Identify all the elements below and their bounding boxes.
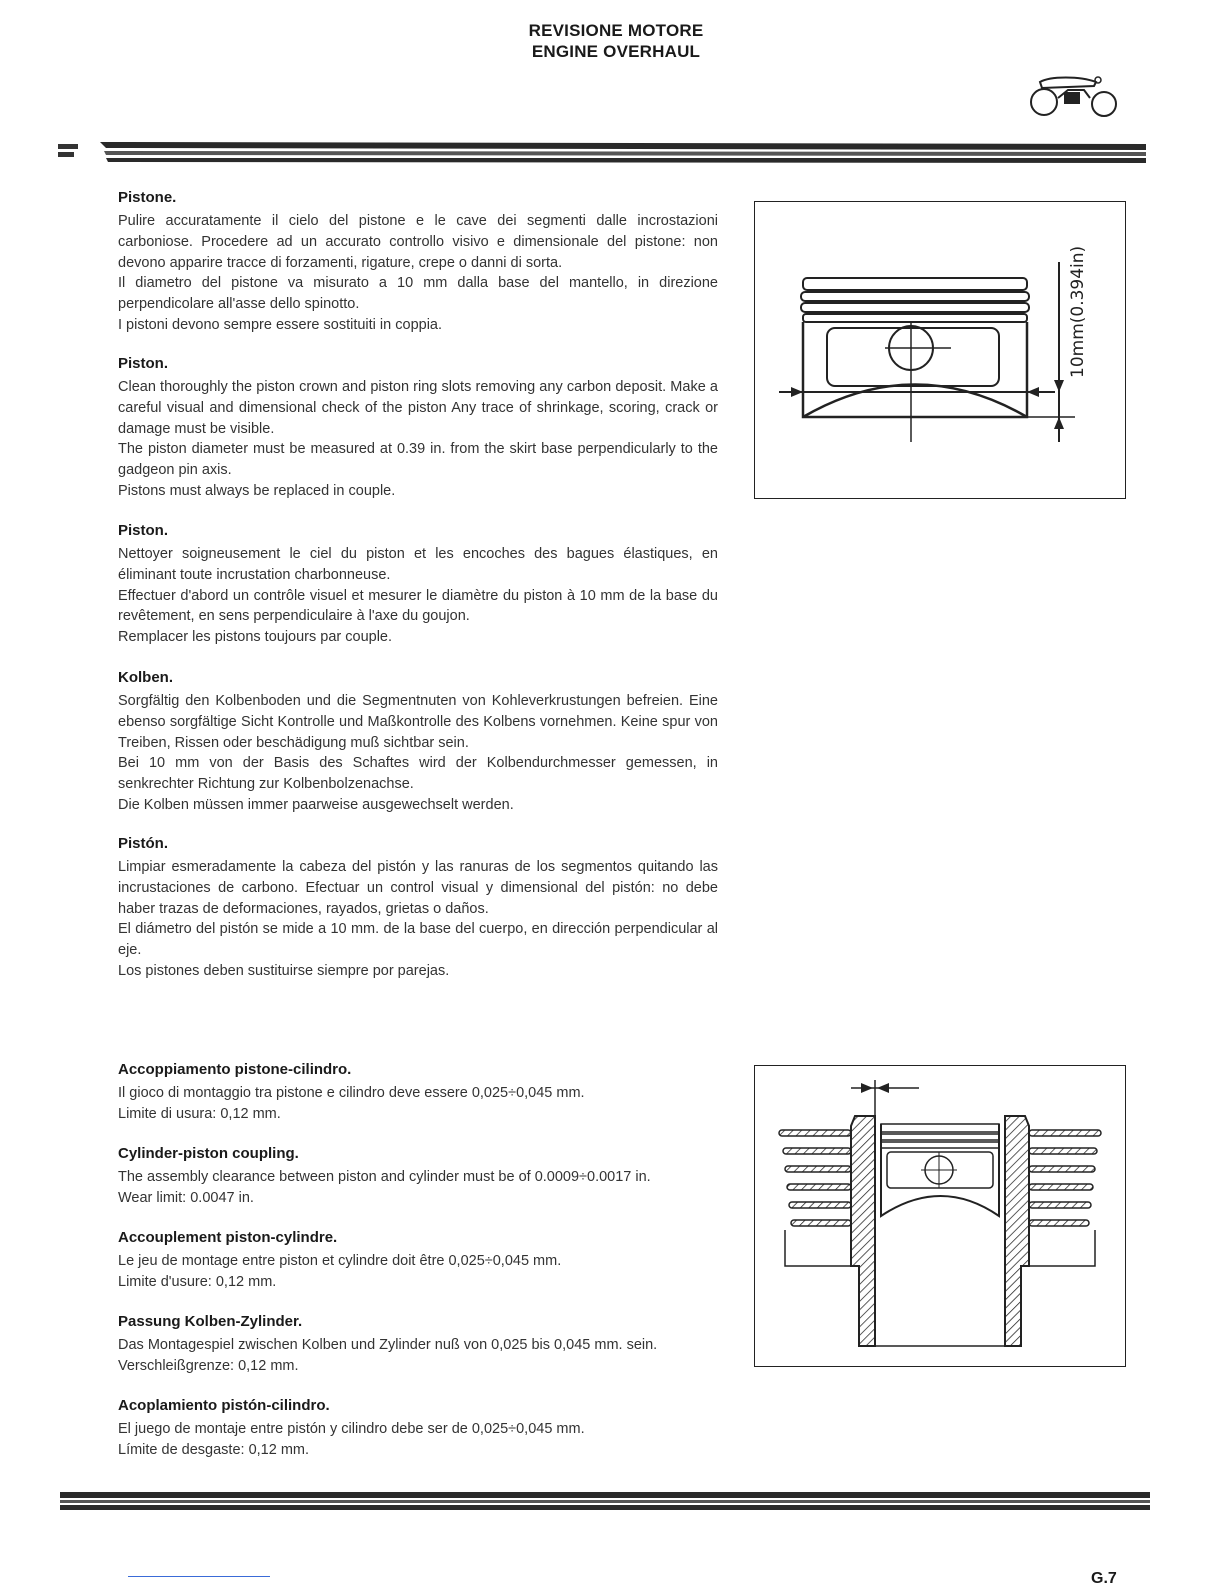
paragraph: El juego de montaje entre pistón y cilindro debe ser de 0,025÷0,045 mm. [118, 1421, 585, 1437]
section-title: Passung Kolben-Zylinder. [118, 1313, 303, 1330]
paragraph: Remplacer les pistons toujours par couple. [118, 629, 393, 646]
section-title: Piston. [118, 522, 169, 539]
page-number: G.7 [1091, 1570, 1117, 1587]
section-piston-en [118, 354, 718, 502]
paragraph: Pulire accuratamente il cielo del pistone e le cave dei segmenti dalle incrostazioni carboniose. Procedere ad un accurato controllo visivo e dimensionale del pistone: non devono apparire tracce di forzamenti, rigature, crepe o danni di sorta. [118, 213, 718, 271]
paragraph: Bei 10 mm von der Basis des Schaftes wird der Kolbendurchmesser gemessen, in senkrechter Richtung zur Kolbenbolzenachse. [118, 755, 718, 793]
top-rule [100, 142, 1146, 165]
cylinder-diagram [755, 1066, 1125, 1366]
paragraph: I pistoni devono sempre essere sostituiti in coppia. [118, 316, 443, 333]
paragraph: The assembly clearance between piston and cylinder must be of 0.0009÷0.0017 in. [118, 1169, 651, 1185]
paragraph: Los pistones deben sustituirse siempre por parejas. [118, 962, 450, 979]
paragraph: Wear limit: 0.0047 in. [118, 1189, 254, 1206]
section-title: Acoplamiento pistón-cilindro. [118, 1397, 330, 1414]
section-pistone-it [118, 188, 718, 336]
paragraph: Limite di usura: 0,12 mm. [118, 1105, 281, 1122]
piston-diagram [755, 202, 1125, 498]
section-kolben-de [118, 668, 718, 816]
section-coupling-de [118, 1312, 718, 1377]
dimension-label: 10mm(0.394in) [1068, 245, 1088, 378]
section-title: Accouplement piston-cylindre. [118, 1229, 338, 1246]
cylinder-coupling-figure [754, 1065, 1126, 1367]
paragraph: Le jeu de montage entre piston et cylindre doit être 0,025÷0,045 mm. [118, 1253, 562, 1269]
section-title: Kolben. [118, 669, 173, 686]
paragraph: Límite de desgaste: 0,12 mm. [118, 1441, 310, 1458]
paragraph: Die Kolben müssen immer paarweise ausgewechselt werden. [118, 796, 514, 813]
paragraph: Effectuer d'abord un contrôle visuel et mesurer le diamètre du piston à 10 mm de la base du revêtement, en sens perpendiculaire à l'axe du goujon. [118, 587, 718, 625]
section-piston-es [118, 834, 718, 982]
paragraph: The piston diameter must be measured at 0.39 in. from the skirt base perpendicularly to the gadgeon pin axis. [118, 441, 718, 479]
paragraph: Verschleißgrenze: 0,12 mm. [118, 1357, 299, 1374]
section-title: Accoppiamento pistone-cilindro. [118, 1061, 352, 1078]
paragraph: Il diametro del pistone va misurato a 10 mm dalla base del mantello, in direzione perpendicolare all'asse dello spinotto. [118, 275, 718, 313]
paragraph: Das Montagespiel zwischen Kolben und Zylinder nuß von 0,025 bis 0,045 mm. sein. [118, 1337, 658, 1353]
piston-measurement-figure [754, 201, 1126, 499]
paragraph: Pistons must always be replaced in couple. [118, 482, 396, 499]
section-piston-fr [118, 521, 718, 648]
motorcycle-icon [1020, 72, 1124, 122]
page-header [470, 20, 762, 62]
paragraph: Clean thoroughly the piston crown and piston ring slots removing any carbon deposit. Make a careful visual and dimensional check of the piston Any trace of shrinkage, scoring, crack or damage must be visible. [118, 379, 718, 437]
header-title-line2: ENGINE OVERHAUL [531, 42, 701, 61]
section-title: Cylinder-piston coupling. [118, 1145, 299, 1162]
section-title: Pistón. [118, 835, 169, 852]
section-title: Piston. [118, 355, 169, 372]
header-title-line1: REVISIONE MOTORE [528, 21, 704, 40]
section-coupling-en [118, 1144, 718, 1209]
corner-mark [58, 142, 80, 162]
paragraph: Limpiar esmeradamente la cabeza del pistón y las ranuras de los segmentos quitando las incrustaciones de carbono. Efectuar un control visual y dimensional del pistón: no debe haber trazas de deformaciones, rayados, grietas o daños. [118, 859, 718, 917]
bottom-rule [60, 1492, 1150, 1510]
section-title: Pistone. [118, 189, 177, 206]
paragraph: Nettoyer soigneusement le ciel du piston et les encoches des bagues élastiques, en éliminant toute incrustation charbonneuse. [118, 546, 718, 583]
paragraph: Sorgfältig den Kolbenboden und die Segmentnuten von Kohleverkrustungen befreien. Eine ebenso sorgfältige Sicht Kontrolle und Maßkontrolle des Kolbens vornehmen. Keine spur von Treiben, Rissen oder beschädigung muß sichtbar sein. [118, 693, 718, 751]
paragraph: Limite d'usure: 0,12 mm. [118, 1273, 277, 1290]
section-coupling-it [118, 1060, 718, 1125]
paragraph: El diámetro del pistón se mide a 10 mm. de la base del cuerpo, en dirección perpendicular al eje. [118, 921, 718, 959]
paragraph: Il gioco di montaggio tra pistone e cilindro deve essere 0,025÷0,045 mm. [118, 1085, 585, 1101]
section-coupling-es [118, 1396, 718, 1461]
link-underline [128, 1576, 270, 1577]
section-coupling-fr [118, 1228, 718, 1293]
